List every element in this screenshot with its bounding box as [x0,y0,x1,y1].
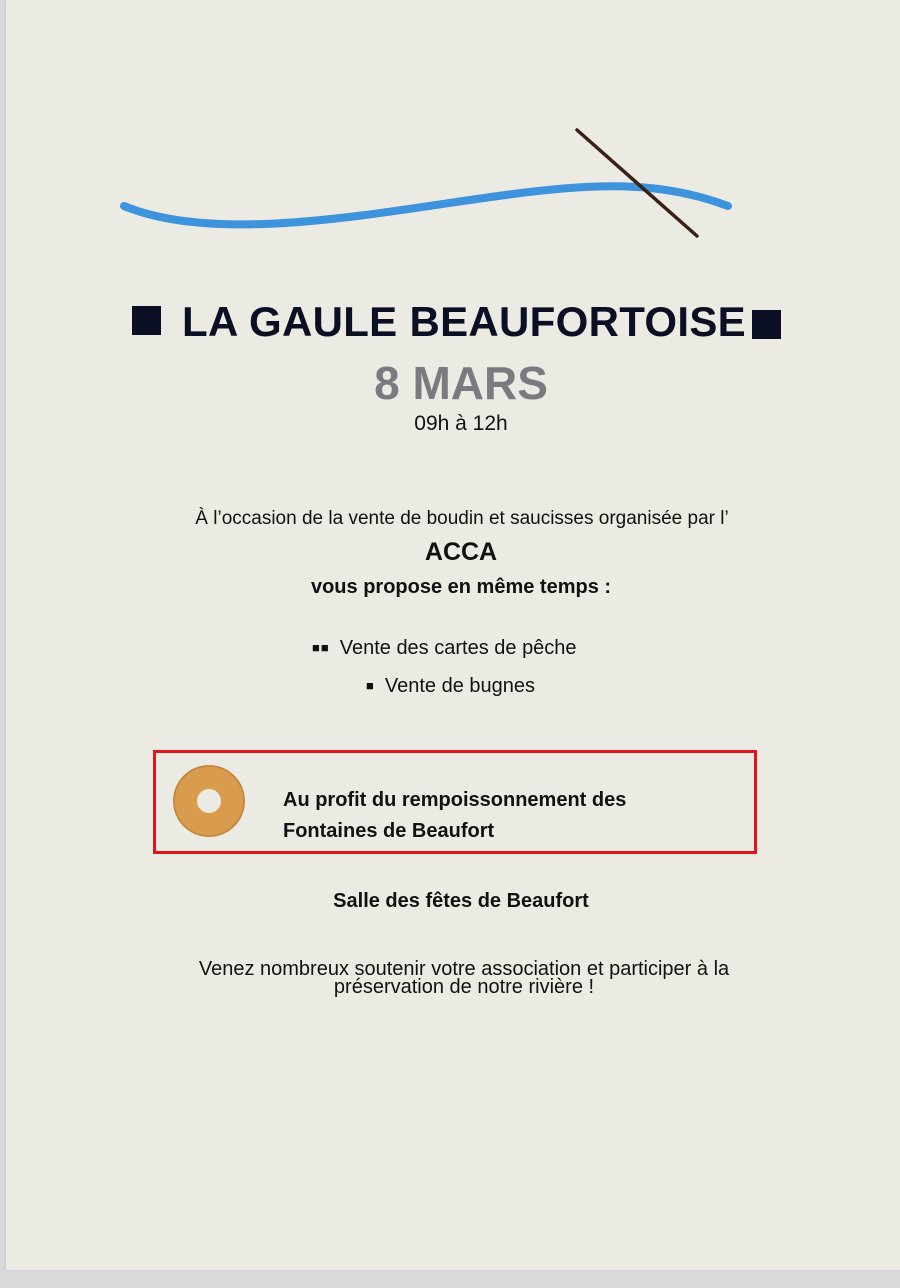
offer-item [312,637,577,660]
benefit-text [283,785,626,847]
square-bullet-icon [752,310,781,339]
river-rod-logo-icon [6,0,900,260]
offer-item [366,675,535,698]
venue-name: Salle des fêtes de Beaufort [333,890,589,912]
donut-icon [173,765,245,837]
event-title: LA GAULE BEAUFORTOISE [182,298,746,345]
square-bullet-icon: ■ [366,678,375,693]
closing-line: préservation de notre rivière ! [333,976,595,998]
closing-text [6,960,900,996]
closing-line: Venez nombreux soutenir votre association et participer à la [198,958,730,980]
event-hours: 09h à 12h [414,412,508,435]
benefit-line: Fontaines de Beaufort [283,820,495,842]
organizer-name: ACCA [424,538,498,566]
square-bullet-icon [132,306,161,335]
offer-label: Vente des cartes de pêche [339,637,577,659]
square-bullet-icon: ■■ [312,640,330,655]
intro-text: À l’occasion de la vente de boudin et saucisses organisée par l’ [195,508,729,529]
propose-text: vous propose en même temps : [310,576,612,598]
title-row [6,296,900,352]
benefit-box [153,750,757,854]
river-wave [124,186,728,224]
event-date: 8 MARS [374,357,548,409]
flyer-page [6,0,900,1270]
offer-label: Vente de bugnes [384,675,535,697]
benefit-line: Au profit du rempoissonnement des [283,789,627,811]
